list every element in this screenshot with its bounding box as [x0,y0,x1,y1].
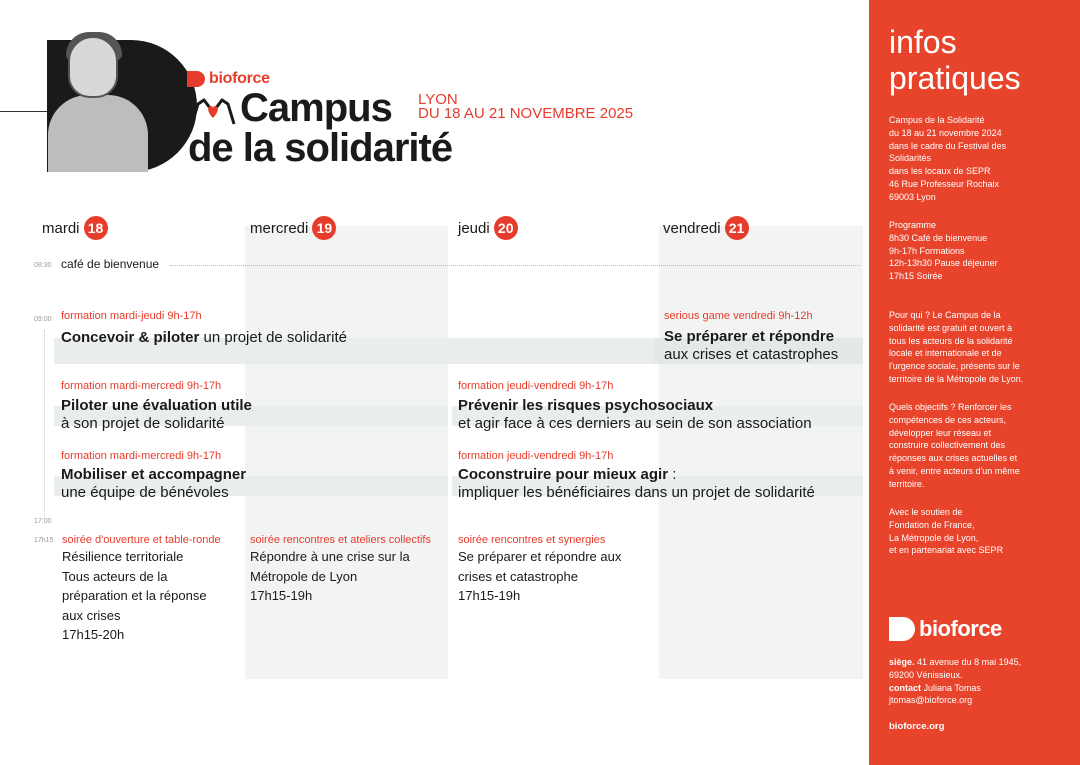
time-marker: 09:00 [34,316,52,323]
event-title-mobiliser [61,466,246,502]
sidebar-line: Pour qui ? Le Campus de la [889,310,1001,320]
sidebar-pourqui-block [889,309,1069,386]
day-number: 20 [494,216,518,240]
soiree-body-mercredi [250,547,410,606]
day-name: mardi [42,219,80,237]
day-header-jeudi [458,216,518,240]
event-title-bold: Prévenir les risques psychosociaux [458,397,714,414]
event-title-bold: Se préparer et répondre [664,328,835,345]
page-title-line2: de la solidarité [188,126,453,170]
time-marker: 17h15 [34,537,54,544]
soiree-line: 17h15-19h [250,588,313,603]
sidebar-line: Programme [889,220,937,230]
website-link[interactable]: bioforce.org [889,721,945,732]
sidebar-line: 17h15 Soirée [889,271,943,282]
sidebar-contact-block [889,656,1069,707]
day-number: 18 [84,216,108,240]
sidebar-objectifs-block [889,401,1069,491]
day-name: jeudi [458,219,490,237]
event-tag: formation mardi-mercredi 9h-17h [61,380,222,392]
event-tag: formation jeudi-vendredi 9h-17h [458,380,614,392]
day-header-mardi [42,216,108,240]
brand-name: bioforce [209,70,270,87]
event-title-bold: Piloter une évaluation utile [61,397,252,414]
sidebar-line: solidarité est gratuit et ouvert à [889,322,1013,333]
soiree-tag: soirée rencontres et synergies [458,534,606,546]
event-title-preparer [664,328,838,364]
event-title-rest: à son projet de solidarité [61,415,225,432]
event-title-rest: une équipe de bénévoles [61,484,229,501]
column-bg-vendredi [659,226,863,679]
sidebar-line: Quels objectifs ? Renforcer les [889,402,1012,412]
welcome-dotted-line [170,265,860,266]
day-number: 19 [312,216,336,240]
event-tag: formation jeudi-vendredi 9h-17h [458,450,614,462]
page-title-line1: Campus [240,86,392,130]
sidebar-line: développer leur réseau et [889,427,992,438]
sidebar-line: dans le cadre du Festival des [889,140,1007,151]
event-city: LYON [418,91,458,108]
sidebar-line: construire collectivement des [889,440,1006,451]
soiree-line: Répondre à une crise sur la [250,549,410,564]
sidebar-line: 9h-17h Formations [889,245,965,256]
soiree-line: aux crises [62,607,121,623]
event-title-concevoir [61,329,347,347]
siege-address: 41 avenue du 8 mai 1945, [914,657,1022,667]
event-title-colon: : [668,466,677,483]
event-title-rest: et agir face à ces derniers au sein de son association [458,415,812,432]
sidebar-programme-block [889,219,1069,283]
soiree-body-mardi [62,547,207,645]
contact-name: Juliana Tomas [921,682,981,693]
day-header-vendredi [663,216,749,240]
sidebar-line: 69003 Lyon [889,191,936,202]
day-header-mercredi [250,216,336,240]
soiree-line: crises et catastrophe [458,568,578,584]
bioforce-logo-mark [187,71,205,87]
heart-hands-icon [188,94,238,128]
event-tag: formation mardi-mercredi 9h-17h [61,450,222,462]
timeline-dots [44,330,45,520]
info-sidebar [869,0,1080,765]
sidebar-title-line1: infos [889,24,957,60]
siege-label: siège. [889,657,915,667]
event-title-bold: Coconstruire pour mieux agir [458,466,669,483]
day-name: vendredi [663,219,721,237]
day-number: 21 [725,216,749,240]
sidebar-line: Fondation de France, [889,519,975,530]
sidebar-line: 12h-13h30 Pause déjeuner [889,258,998,269]
soiree-line: préparation et la réponse [62,588,207,603]
sidebar-line: Solidarités [889,153,932,164]
column-bg-mercredi [245,226,448,679]
sidebar-title [889,24,1021,96]
soiree-line: 17h15-19h [458,588,521,603]
sidebar-logo: bioforce [919,616,1002,641]
sidebar-line: locale et internationale et de [889,348,1002,359]
event-title-rest: aux crises et catastrophes [664,346,839,363]
sidebar-line: Campus de la Solidarité [889,115,985,125]
sidebar-line: compétences de ces acteurs, [889,414,1007,425]
sidebar-info-block [889,114,1069,204]
event-tag: formation mardi-jeudi 9h-17h [61,310,202,322]
soiree-tag: soirée d'ouverture et table-ronde [62,534,221,546]
soiree-line: Tous acteurs de la [62,568,168,584]
soiree-line: Se préparer et répondre aux [458,549,622,564]
sidebar-line: réponses aux crises actuelles et [889,453,1018,464]
sidebar-line: dans les locaux de SEPR [889,166,991,177]
event-dates: DU 18 AU 21 NOVEMBRE 2025 [418,105,634,122]
event-title-prevenir [458,397,812,433]
event-tag: serious game vendredi 9h-12h [664,310,813,322]
sidebar-line: Avec le soutien de [889,507,963,517]
soiree-line: Résilience territoriale [62,549,184,564]
day-name: mercredi [250,219,309,237]
sidebar-line: 46 Rue Professeur Rochaix [889,178,1000,189]
sidebar-line: tous les acteurs de la solidarité [889,335,1013,346]
event-title-bold: Concevoir & piloter [61,329,200,346]
event-title-bold: Mobiliser et accompagner [61,466,247,483]
soiree-body-jeudi [458,547,621,606]
welcome-label: café de bienvenue [61,257,160,271]
sidebar-line: territoire de la Métropole de Lyon. [889,373,1024,384]
portrait-photo [48,95,148,172]
sidebar-line: territoire. [889,478,925,489]
event-title-piloter [61,397,252,433]
sidebar-line: à venir, entre acteurs d'un même [889,465,1020,476]
portrait-face [68,36,118,98]
sidebar-line: l'urgence sociale, présents sur le [889,361,1020,372]
time-marker: 08:30 [34,262,52,269]
bioforce-logo-icon [889,617,915,641]
time-marker: 17:00 [34,518,52,525]
event-title-rest: impliquer les bénéficiaires dans un projet de solidarité [458,484,815,501]
event-title-coconstruire [458,466,815,502]
soiree-line: 17h15-20h [62,627,125,642]
sidebar-soutien-block [889,506,1069,557]
siege-city: 69200 Vénissieux. [889,669,963,680]
contact-label: contact [889,682,922,693]
sidebar-line: 8h30 Café de bienvenue [889,232,988,243]
sidebar-line: et en partenariat avec SEPR [889,545,1004,556]
contact-email[interactable]: jtomas@bioforce.org [889,695,973,706]
sidebar-line: du 18 au 21 novembre 2024 [889,127,1002,138]
event-title-rest: un projet de solidarité [199,329,347,346]
sidebar-line: La Métropole de Lyon, [889,532,979,543]
soiree-line: Métropole de Lyon [250,568,358,584]
sidebar-title-line2: pratiques [889,60,1021,96]
soiree-tag: soirée rencontres et ateliers collectifs [250,534,431,546]
